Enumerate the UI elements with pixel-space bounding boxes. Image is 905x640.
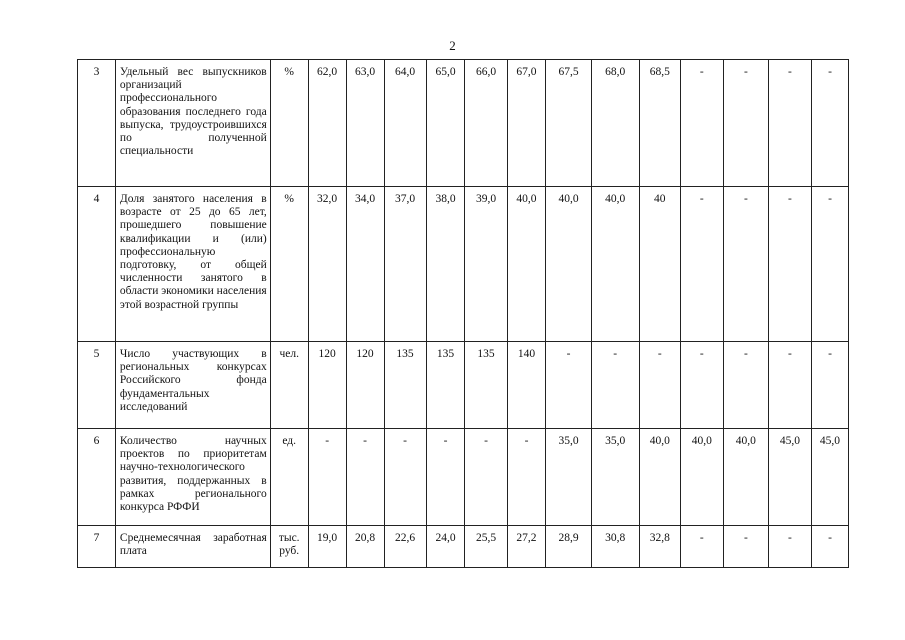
value-cell: - — [346, 429, 384, 526]
value-cell: 24,0 — [426, 526, 465, 568]
row-number: 7 — [78, 526, 116, 568]
value-cell: 37,0 — [384, 187, 426, 342]
value-cell: 62,0 — [308, 60, 346, 187]
value-cell: - — [768, 60, 811, 187]
unit-cell: % — [270, 60, 308, 187]
indicator-description: Число участвующих в региональных конкурсах Российского фонда фундаментальных исследований — [115, 342, 270, 429]
value-cell: - — [308, 429, 346, 526]
value-cell: - — [723, 526, 768, 568]
value-cell: - — [639, 342, 680, 429]
value-cell: - — [811, 187, 848, 342]
value-cell: 32,8 — [639, 526, 680, 568]
value-cell: 65,0 — [426, 60, 465, 187]
table-row — [78, 342, 849, 429]
value-cell: - — [723, 187, 768, 342]
table-row — [78, 526, 849, 568]
table-row — [78, 60, 849, 187]
value-cell: 45,0 — [768, 429, 811, 526]
value-cell: 38,0 — [426, 187, 465, 342]
indicator-description: Количество научных проектов по приоритетам научно-технологического развития, поддержанных в рамках регионального конкурса РФФИ — [115, 429, 270, 526]
value-cell: 64,0 — [384, 60, 426, 187]
unit-cell: чел. — [270, 342, 308, 429]
value-cell: 19,0 — [308, 526, 346, 568]
value-cell: - — [768, 342, 811, 429]
value-cell: - — [723, 342, 768, 429]
value-cell: 135 — [465, 342, 507, 429]
value-cell: - — [680, 187, 723, 342]
value-cell: 40 — [639, 187, 680, 342]
value-cell: - — [680, 342, 723, 429]
value-cell: 25,5 — [465, 526, 507, 568]
value-cell: 140 — [507, 342, 546, 429]
value-cell: - — [546, 342, 591, 429]
value-cell: 45,0 — [811, 429, 848, 526]
value-cell: 66,0 — [465, 60, 507, 187]
value-cell: - — [384, 429, 426, 526]
value-cell: 120 — [346, 342, 384, 429]
value-cell: 35,0 — [546, 429, 591, 526]
value-cell: 22,6 — [384, 526, 426, 568]
value-cell: - — [507, 429, 546, 526]
value-cell: 68,5 — [639, 60, 680, 187]
value-cell: - — [811, 526, 848, 568]
table-row — [78, 187, 849, 342]
value-cell: 40,0 — [723, 429, 768, 526]
indicators-table — [77, 59, 849, 568]
value-cell: 135 — [426, 342, 465, 429]
row-number: 6 — [78, 429, 116, 526]
value-cell: - — [768, 526, 811, 568]
value-cell: - — [426, 429, 465, 526]
value-cell: 67,0 — [507, 60, 546, 187]
value-cell: 20,8 — [346, 526, 384, 568]
unit-cell: тыс. руб. — [270, 526, 308, 568]
value-cell: 40,0 — [591, 187, 639, 342]
indicator-description: Доля занятого населения в возрасте от 25 до 65 лет, прошедшего повышение квалификации и (или) профессиональную подготовку, от общей численности занятого в области экономики населения этой возрастной группы — [115, 187, 270, 342]
value-cell: 40,0 — [546, 187, 591, 342]
value-cell: 35,0 — [591, 429, 639, 526]
value-cell: - — [723, 60, 768, 187]
indicator-description: Удельный вес выпускников организаций профессионального образования последнего года выпуска, трудоустроившихся по полученной специальности — [115, 60, 270, 187]
value-cell: 39,0 — [465, 187, 507, 342]
value-cell: - — [768, 187, 811, 342]
row-number: 3 — [78, 60, 116, 187]
value-cell: - — [811, 60, 848, 187]
value-cell: 135 — [384, 342, 426, 429]
value-cell: - — [680, 526, 723, 568]
row-number: 4 — [78, 187, 116, 342]
value-cell: - — [680, 60, 723, 187]
page-number: 2 — [449, 38, 456, 53]
value-cell: 30,8 — [591, 526, 639, 568]
unit-cell: ед. — [270, 429, 308, 526]
value-cell: 27,2 — [507, 526, 546, 568]
value-cell: 120 — [308, 342, 346, 429]
value-cell: 40,0 — [680, 429, 723, 526]
value-cell: - — [811, 342, 848, 429]
value-cell: 40,0 — [639, 429, 680, 526]
value-cell: 34,0 — [346, 187, 384, 342]
value-cell: - — [591, 342, 639, 429]
value-cell: 32,0 — [308, 187, 346, 342]
value-cell: 68,0 — [591, 60, 639, 187]
value-cell: 40,0 — [507, 187, 546, 342]
value-cell: - — [465, 429, 507, 526]
value-cell: 28,9 — [546, 526, 591, 568]
indicator-description: Среднемесячная заработная плата — [115, 526, 270, 568]
value-cell: 63,0 — [346, 60, 384, 187]
value-cell: 67,5 — [546, 60, 591, 187]
unit-cell: % — [270, 187, 308, 342]
row-number: 5 — [78, 342, 116, 429]
table-row — [78, 429, 849, 526]
